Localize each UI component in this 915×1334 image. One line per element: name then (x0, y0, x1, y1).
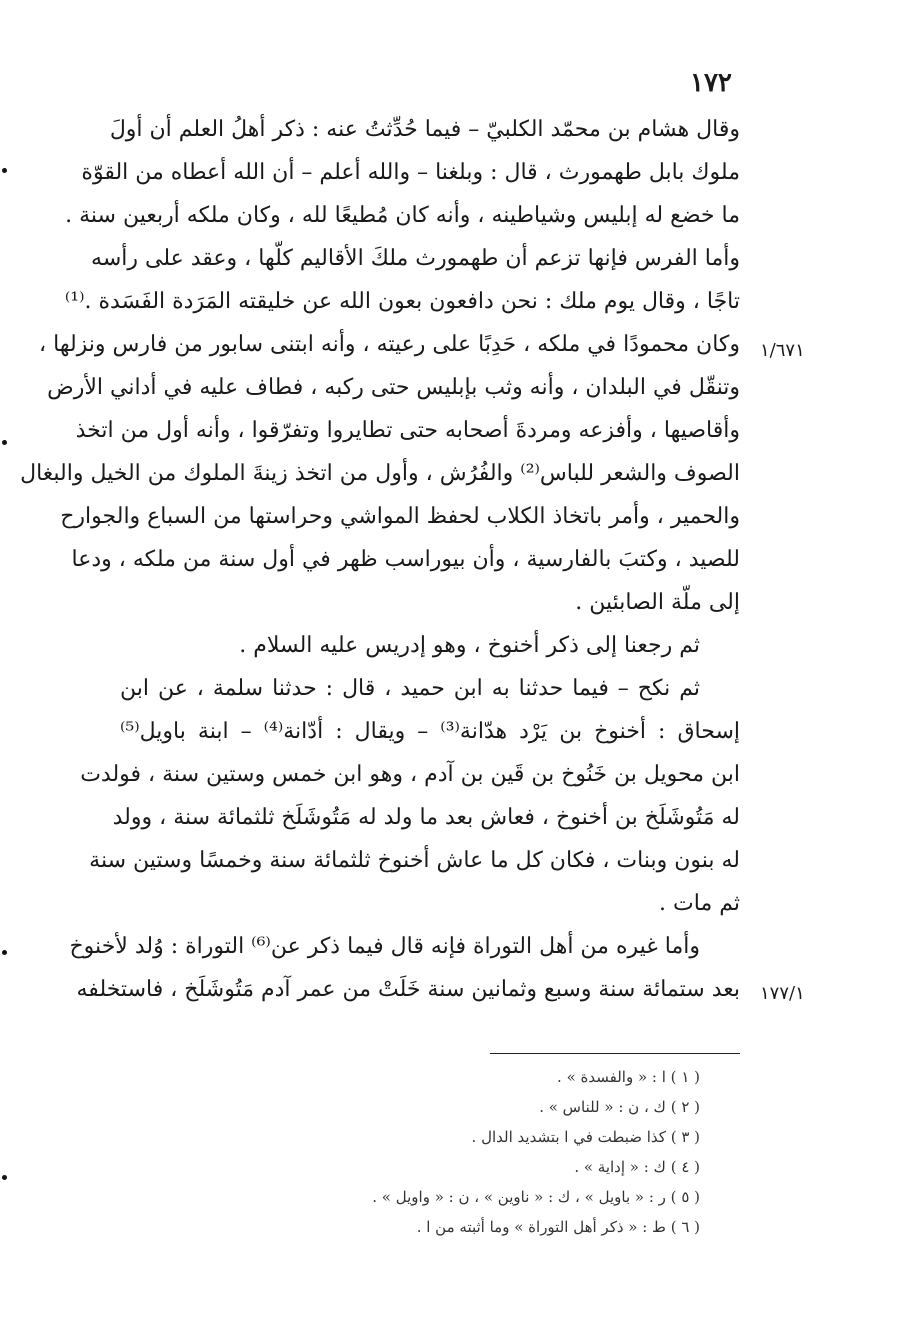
text-line: وأما غيره من أهل التوراة فإنه قال فيما ذكر عن⁽⁶⁾ التوراة : وُلد لأخنوخ (69, 934, 700, 959)
text-line: تاجًا ، وقال يوم ملك : نحن دافعون بعون الله عن خليقته المَرَدة الفَسَدة .⁽¹⁾ (64, 289, 740, 314)
text-line: والحمير ، وأمر باتخاذ الكلاب لحفظ المواشي وحراستها من السباع والجوارح (60, 504, 740, 529)
footnote: ( ٦ ) ط : « ذكر أهل التوراة » وما أثبته من ا . (416, 1218, 700, 1236)
scan-mark (2, 440, 7, 445)
text-line: للصيد ، وكتبَ بالفارسية ، وأن بيوراسب ظهر في أول سنة من ملكه ، ودعا (71, 547, 740, 572)
footnote: ( ٢ ) ك ، ن : « للناس » . (539, 1098, 700, 1116)
text-line: له بنون وبنات ، فكان كل ما عاش أخنوخ ثلثمائة سنة وخمسًا وستين سنة (89, 848, 740, 873)
margin-reference: ١٧٧/١ (760, 983, 805, 1004)
text-line: وتنقّل في البلدان ، وأنه وثب بإبليس حتى ركبه ، فطاف عليه في أداني الأرض (47, 375, 740, 400)
text-line: ثم نكح – فيما حدثنا به ابن حميد ، قال : حدثنا سلمة ، عن ابن (120, 676, 700, 701)
footnote: ( ٤ ) ك : « إداية » . (574, 1158, 700, 1176)
text-line: له مَتُوشَلَخ بن أخنوخ ، فعاش بعد ما ولد له مَتُوشَلَخ ثلثمائة سنة ، وولد (112, 805, 740, 830)
text-line: الصوف والشعر للباس⁽²⁾ والفُرُش ، وأول من اتخذ زينةَ الملوك من الخيل والبغال (20, 461, 740, 486)
text-line: ما خضع له إبليس وشياطينه ، وأنه كان مُطيعًا لله ، وكان ملكه أربعين سنة . (65, 203, 740, 228)
margin-reference: ١/٦٧١ (760, 340, 805, 361)
main-text (20, 108, 740, 1011)
text-line: وقال هشام بن محمّد الكلبيّ – فيما حُدِّثتُ عنه : ذكر أهلُ العلم أن أولَ (109, 117, 740, 142)
text-line: ملوك بابل طهمورث ، قال : وبلغنا – والله أعلم – أن الله أعطاه من القوّة (81, 160, 740, 185)
scan-mark (2, 168, 7, 173)
text-line: وأما الفرس فإنها تزعم أن طهمورث ملكَ الأقاليم كلّها ، وعقد على رأسه (91, 246, 740, 271)
text-line: بعد ستمائة سنة وسبع وثمانين سنة خَلَتْ من عمر آدم مَتُوشَلَخ ، فاستخلفه (76, 977, 740, 1002)
text-line: وكان محمودًا في ملكه ، حَدِبًا على رعيته ، وأنه ابتنى سابور من فارس ونزلها ، (39, 332, 740, 357)
text-line: ثم رجعنا إلى ذكر أخنوخ ، وهو إدريس عليه السلام . (239, 633, 700, 658)
scan-mark (2, 950, 7, 955)
text-line: إسحاق : أخنوخ بن يَرْد هدّانة⁽³⁾ – ويقال : أدّانة⁽⁴⁾ – ابنة باويل⁽⁵⁾ (120, 719, 740, 744)
text-line: ابن محويل بن خَنُوخ بن قَين بن آدم ، وهو ابن خمس وستين سنة ، فولدت (80, 762, 740, 787)
text-line: ثم مات . (659, 891, 740, 916)
scan-mark (2, 1175, 7, 1180)
footnote: ( ٣ ) كذا ضبطت في ا بتشديد الدال . (471, 1128, 700, 1146)
footnotes (250, 1062, 700, 1242)
footnote: ( ٥ ) ر : « باويل » ، ك : « ناوين » ، ن : « واويل » . (372, 1188, 700, 1206)
text-line: وأقاصيها ، وأفزعه ومردةَ أصحابه حتى تطايروا وتفرّقوا ، وأنه أول من اتخذ (75, 418, 740, 443)
footnote-divider (490, 1053, 740, 1054)
text-line: إلى ملّة الصابئين . (575, 590, 740, 615)
footnote: ( ١ ) ا : « والفسدة » . (557, 1068, 700, 1086)
page-number: ١٧٢ (690, 68, 732, 98)
